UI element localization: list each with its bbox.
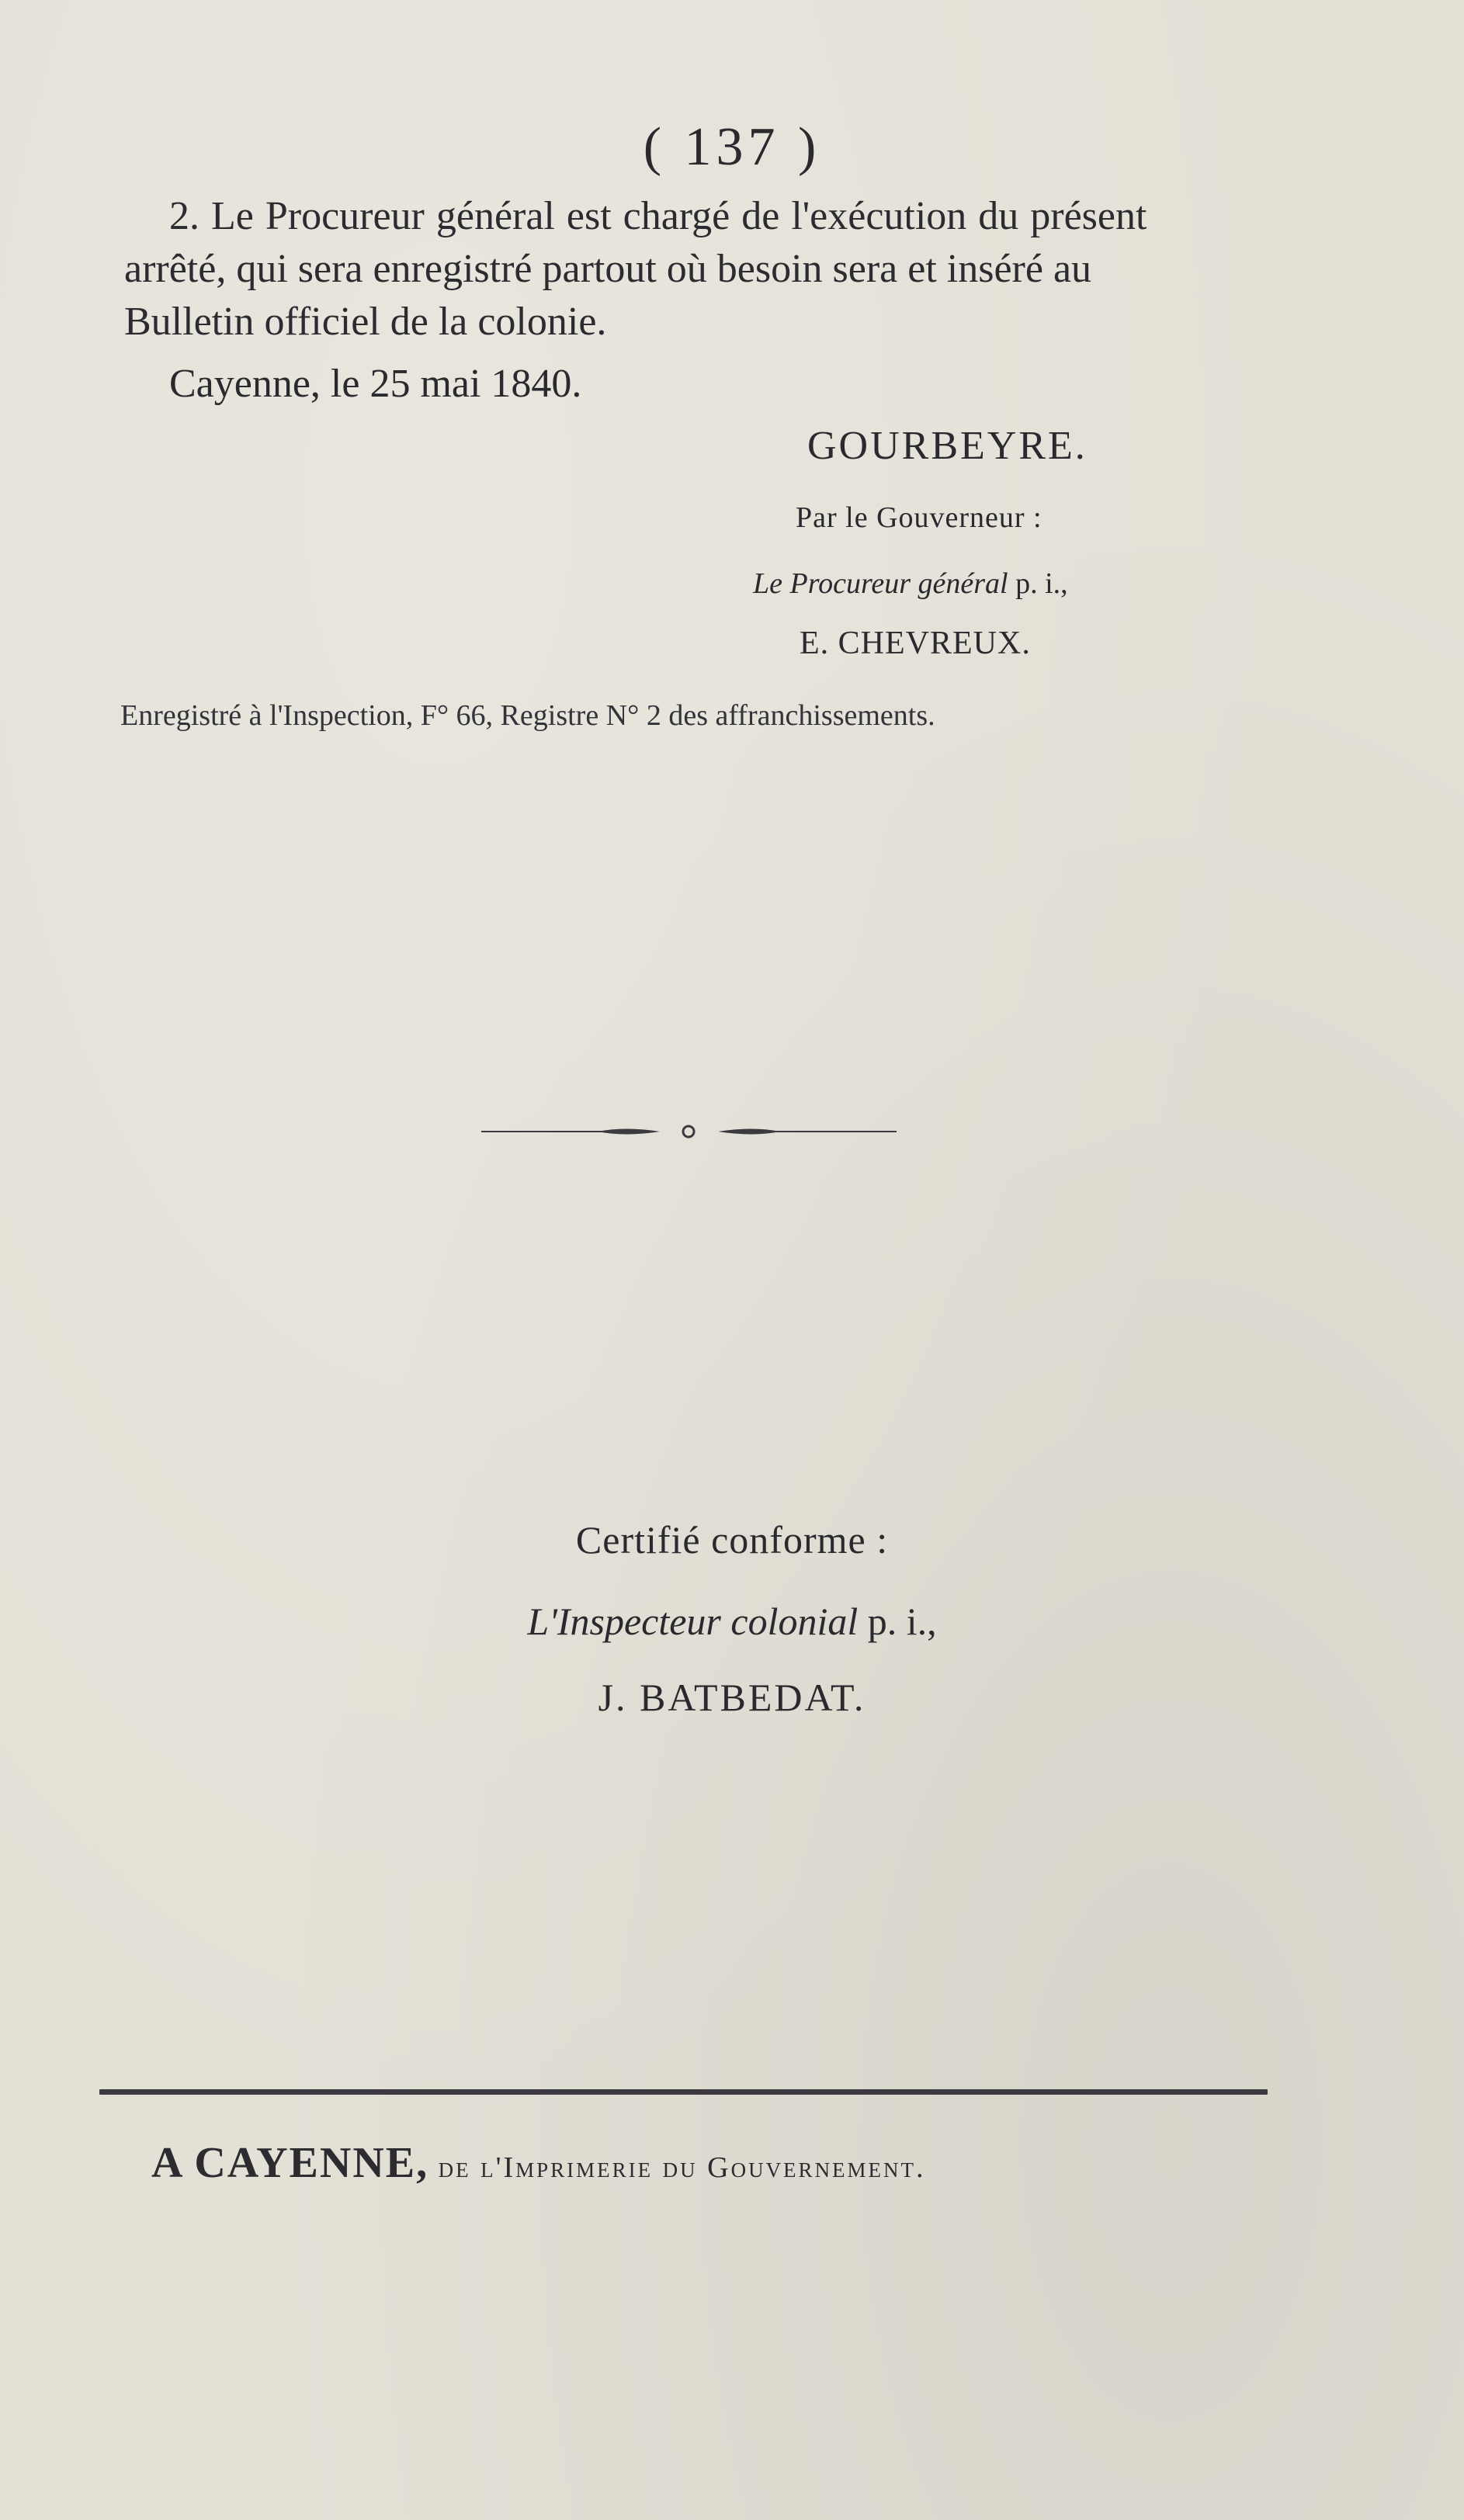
procureur-role-italic: Le Procureur général [753, 567, 1008, 600]
ornament-divider [481, 1116, 897, 1147]
imprint-place: A CAYENNE, [151, 2139, 429, 2187]
registration-note: Enregistré à l'Inspection, F° 66, Registre N° 2 des affranchissements. [120, 699, 935, 732]
inspector-name: J. BATBEDAT. [598, 1676, 866, 1719]
inspector-role [0, 1599, 1464, 1644]
paragraph-line-1: 2. Le Procureur général est chargé de l'exécution du présent [169, 194, 1147, 238]
bottom-rule [99, 2089, 1268, 2095]
imprint-printer: de l'Imprimerie du Gouvernement. [428, 2151, 926, 2184]
date-line: Cayenne, le 25 mai 1840. [169, 362, 582, 406]
par-le-gouverneur: Par le Gouverneur : [796, 501, 1042, 534]
page-number: ( 137 ) [643, 117, 821, 177]
inspector-role-italic: L'Inspecteur colonial [527, 1600, 859, 1643]
paragraph-line-2: arrêté, qui sera enregistré partout où besoin sera et inséré au [124, 247, 1092, 291]
procureur-role-suffix: p. i., [1008, 567, 1068, 600]
procureur-name: E. CHEVREUX. [800, 626, 1031, 661]
paragraph-line-3: Bulletin officiel de la colonie. [124, 300, 607, 344]
governor-signature: GOURBEYRE. [807, 424, 1088, 468]
certification-line: Certifié conforme : [575, 1518, 889, 1562]
procureur-role [753, 567, 1068, 601]
inspector-role-suffix: p. i., [858, 1600, 937, 1643]
imprint-line [151, 2138, 926, 2188]
